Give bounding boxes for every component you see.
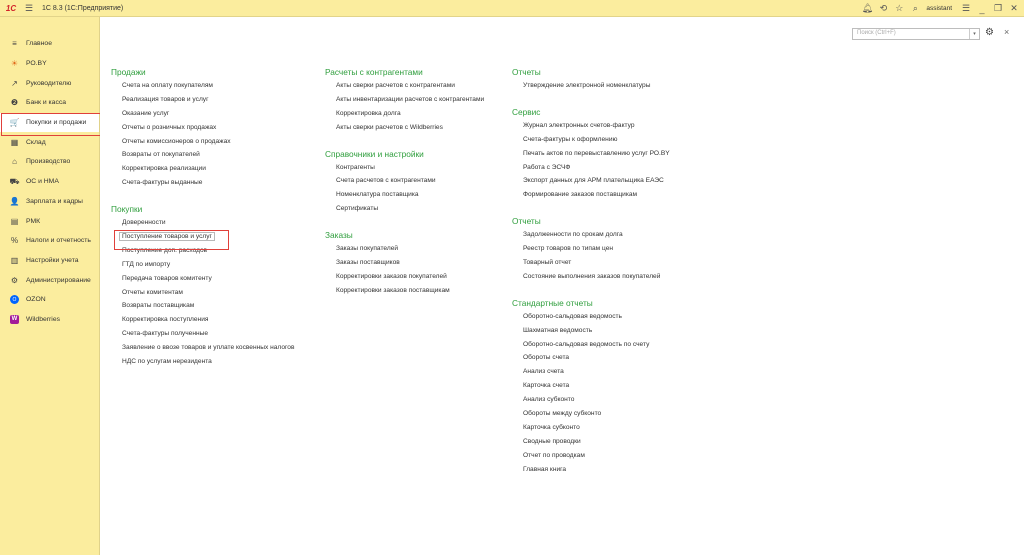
nav-link-label: Карточка счета [523,382,570,390]
nav-link[interactable] [512,351,670,365]
nav-link-label: Поступление доп. расходов [122,246,208,254]
sidebar-item-label: Wildberries [26,315,60,323]
nav-link-label: Карточка субконто [523,423,580,431]
nav-link[interactable] [111,272,294,286]
nav-link[interactable] [325,93,484,107]
nav-link-label: Главная книга [523,465,567,473]
nav-link[interactable] [111,135,294,149]
nav-link[interactable] [111,79,294,93]
nav-link-label: Реестр товаров по типам цен [523,245,614,253]
nav-link-label: Сводные проводки [523,437,581,445]
history-icon[interactable]: ⟲ [879,3,888,13]
sidebar-item[interactable] [0,54,99,74]
chart-trend-icon: ↗ [11,78,18,88]
nav-link[interactable] [325,270,484,284]
nav-link[interactable] [111,286,294,300]
nav-link[interactable] [325,121,484,135]
sun-icon: ☀ [10,59,19,69]
gear-icon: ⚙ [10,275,19,285]
nav-link[interactable] [111,121,294,135]
sidebar-item-label: РМК [26,217,41,225]
nav-link[interactable] [111,216,294,230]
menu-lines-icon: ≡ [12,39,17,49]
wildberries-icon: W [11,316,18,323]
sidebar-item-label: Банк и касса [26,99,67,107]
sidebar-item-label: Настройки учета [26,256,79,264]
nav-link[interactable] [111,299,294,313]
section-title[interactable]: Стандартные отчеты [512,297,593,308]
nav-link[interactable] [111,327,294,341]
nav-link-label: Обороты счета [523,354,570,362]
nav-link[interactable] [325,107,484,121]
nav-link-label: Номенклатура поставщика [336,191,419,199]
sidebar-item-label: OZON [26,296,46,304]
nav-link-label: Сертификаты [336,205,379,213]
nav-link[interactable] [512,79,670,93]
nav-link-label: Шахматная ведомость [523,326,593,334]
nav-link[interactable] [111,355,294,369]
nav-link-label: Состояние выполнения заказов покупателей [523,272,661,280]
nav-link-label: Корректировка реализации [122,165,206,173]
ozon-icon: O [9,294,20,305]
column-1 [111,65,294,369]
main-menu-icon[interactable]: ☰ [24,2,34,13]
sidebar-item[interactable] [0,211,99,231]
sidebar-item-label: Зарплата и кадры [26,197,83,205]
sidebar-item[interactable] [0,290,99,310]
sidebar-item[interactable] [0,172,99,192]
sidebar-item-label: ОС и НМА [26,178,59,186]
gear-icon[interactable]: ⚙ [985,27,994,38]
sidebar-item[interactable] [0,132,99,152]
nav-link[interactable] [325,79,484,93]
nav-link-label: Отчеты комитентам [122,288,183,296]
nav-link[interactable] [325,202,484,216]
nav-link-label: Журнал электронных счетов-фактур [523,121,635,129]
nav-link[interactable] [512,407,670,421]
percent-icon: % [10,236,19,246]
nav-link-label: Счета-фактуры полученные [122,330,209,338]
nav-link-label: Счета-фактуры к оформлению [523,135,618,143]
sidebar-item[interactable] [0,113,99,133]
nav-link-label: Корректировки заказов покупателей [336,272,447,280]
nav-link-label: Корректировки заказов поставщикам [336,286,450,294]
sidebar-item[interactable] [0,73,99,93]
nav-link[interactable] [512,435,670,449]
nav-link-label: Утверждение электронной номенклатуры [523,82,651,89]
section-title[interactable]: Расчеты с контрагентами [325,67,423,77]
sidebar-item[interactable] [0,251,99,271]
minimize-icon[interactable]: _ [979,3,985,14]
sidebar-item[interactable] [0,231,99,251]
coins-icon: ❷ [10,98,19,108]
title-bar [0,0,1024,17]
sidebar-item-label: Руководителю [26,79,72,87]
nav-link-label: Реализация товаров и услуг [122,95,209,103]
cash-register-icon: ▤ [10,216,19,226]
nav-link[interactable] [512,270,670,284]
sidebar-item[interactable] [0,310,99,330]
nav-link[interactable] [325,188,484,202]
nav-link[interactable] [325,161,484,175]
truck-icon: ⛟ [9,176,20,186]
nav-link-label: Доверенности [122,219,166,227]
sidebar-item-label: Налоги и отчетность [26,237,91,245]
nav-link-label: Обороты между субконто [523,410,602,418]
app-logo: 1С [5,3,17,13]
section-title[interactable]: Сервис [512,106,541,117]
nav-link[interactable] [512,147,670,161]
nav-link-label: Передача товаров комитенту [122,274,212,282]
nav-link[interactable] [512,449,670,463]
section-title[interactable]: Отчеты [512,216,541,227]
app-title: 1С 8.3 (1С:Предприятие) [42,4,124,12]
nav-link[interactable] [325,242,484,256]
nav-link-label: Возвраты поставщикам [122,302,195,310]
nav-link-label: Возвраты от покупателей [122,151,200,159]
person-icon: 👤 [9,196,20,206]
sidebar-item-label: Главное [26,40,52,48]
cart-icon: 🛒 [9,118,20,128]
nav-link-label: Отчеты комиссионеров о продажах [122,137,231,145]
nav-link-label: Оборотно-сальдовая ведомость по счету [523,340,650,348]
nav-link[interactable] [325,284,484,298]
search-placeholder: Поиск (Ctrl+F) [857,30,896,36]
nav-link[interactable] [512,161,670,175]
main-content [100,17,1024,555]
nav-link-label: Заказы поставщиков [336,259,400,267]
nav-link-label: Счета на оплату покупателям [122,82,213,89]
nav-link[interactable] [512,133,670,147]
nav-link[interactable] [111,313,294,327]
nav-link-label: Акты сверки расчетов с контрагентами [336,82,455,89]
nav-link-label: Заказы покупателей [336,245,399,253]
search-icon[interactable]: ⌕ [912,3,918,13]
nav-link-label: Счета-фактуры выданные [122,179,203,187]
nav-link[interactable] [111,162,294,176]
nav-link[interactable] [512,242,670,256]
nav-link[interactable] [325,174,484,188]
nav-link[interactable] [325,256,484,270]
warehouse-icon: ▦ [10,137,19,147]
nav-link[interactable] [111,93,294,107]
nav-link-label: Экспорт данных для АРМ плательщика ЕАЭС [523,177,664,185]
nav-link-label: Анализ субконто [523,396,575,404]
star-icon[interactable]: ☆ [895,3,904,13]
nav-link-label: Анализ счета [523,368,564,376]
section-title[interactable]: Заказы [325,230,353,241]
sidebar-item[interactable] [0,152,99,172]
sidebar [0,17,100,555]
nav-link[interactable] [512,463,670,477]
nav-link[interactable] [512,324,670,338]
section-title[interactable]: Продажи [111,67,146,77]
sidebar-item-label: Покупки и продажи [26,119,87,127]
nav-link-label: Оказание услуг [122,109,170,117]
nav-link[interactable] [512,379,670,393]
nav-link-label: Отчеты о розничных продажах [122,123,217,131]
section-title[interactable]: Отчеты [512,67,541,77]
nav-link-label: Корректировка долга [336,109,401,117]
nav-link[interactable] [512,365,670,379]
nav-link[interactable] [512,338,670,352]
nav-link[interactable] [512,188,670,202]
sidebar-item-label: Производство [26,158,71,166]
nav-link-label: Товарный отчет [523,259,572,267]
sidebar-item[interactable] [0,192,99,212]
sidebar-item-label: Администрирование [26,276,91,284]
nav-link[interactable] [512,421,670,435]
bell-icon[interactable]: 🔔︎ [861,3,874,13]
nav-link-label: Корректировка поступления [122,316,209,324]
nav-link-label: Оборотно-сальдовая ведомость [523,312,622,320]
nav-link-label: Печать актов по перевыставлению услуг РО.BY [523,149,670,157]
highlight-box [114,230,229,250]
factory-icon: ⌂ [12,157,17,167]
close-icon[interactable]: ✕ [1010,3,1018,13]
section-title[interactable]: Покупки [111,204,143,215]
sidebar-item-label: РО.BY [26,60,47,68]
nav-link[interactable] [111,258,294,272]
section-title[interactable]: Справочники и настройки [325,148,424,159]
nav-link-label: Работа с ЭСЧФ [523,163,571,171]
column-2 [325,65,484,298]
nav-link[interactable] [512,228,670,242]
nav-link[interactable] [111,148,294,162]
search-input[interactable] [852,28,980,40]
search-dropdown-icon[interactable]: ▾ [969,29,979,39]
nav-link-label: ГТД по импорту [122,260,171,268]
user-name[interactable]: assistant [926,5,952,12]
settings-doc-icon: ▥ [10,255,19,265]
close-icon[interactable]: × [1004,27,1010,37]
nav-link-label: Поступление товаров и услуг [122,233,212,241]
nav-link[interactable] [512,310,670,324]
nav-link-label: Счета расчетов с контрагентами [336,177,436,185]
nav-link[interactable] [512,256,670,270]
nav-link[interactable] [512,174,670,188]
sidebar-item[interactable] [0,93,99,113]
nav-link-label: НДС по услугам нерезидента [122,358,212,366]
sidebar-item[interactable] [0,270,99,290]
nav-link[interactable] [512,393,670,407]
nav-link[interactable] [111,341,294,355]
sidebar-item[interactable] [0,34,99,54]
settings-menu-icon[interactable]: ☰ [961,3,971,13]
nav-link-label: Контрагенты [336,163,375,171]
nav-link-label: Отчет по проводкам [523,451,585,459]
nav-link-label: Акты сверки расчетов с Wildberries [336,123,443,131]
sidebar-item-label: Склад [26,138,46,146]
column-3 [512,65,670,476]
restore-icon[interactable]: ❐ [993,3,1003,13]
nav-link-label: Заявление о ввозе товаров и уплате косвенных налогов [122,344,295,352]
nav-link-label: Задолженности по срокам долга [523,231,623,239]
nav-link[interactable] [111,176,294,190]
nav-link-label: Акты инвентаризации расчетов с контрагентами [336,95,485,103]
nav-link[interactable] [512,119,670,133]
nav-link-label: Формирование заказов поставщикам [523,191,638,199]
nav-link[interactable] [111,107,294,121]
